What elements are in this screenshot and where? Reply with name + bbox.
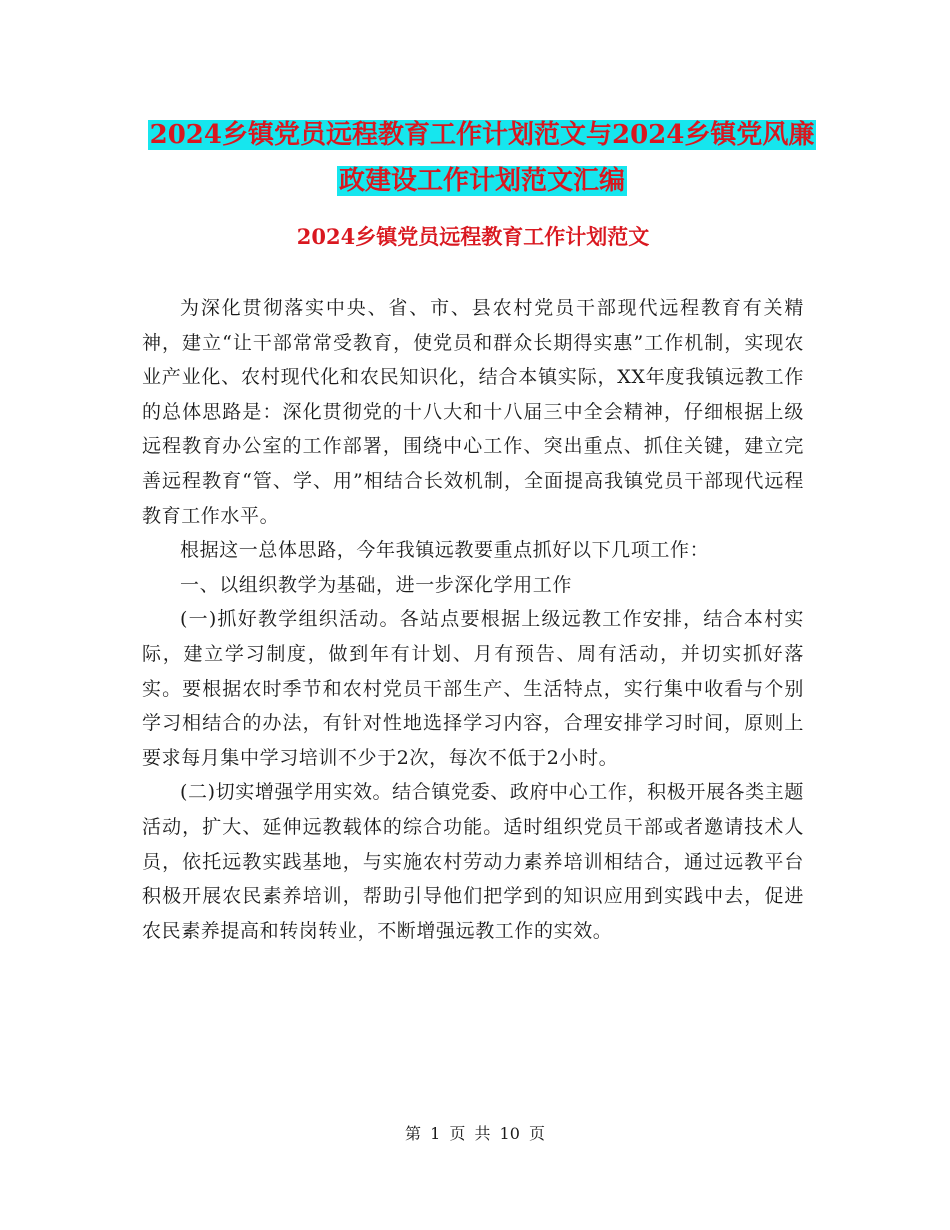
section-title: 2024乡镇党员远程教育工作计划范文 <box>296 224 650 249</box>
body-paragraph: (一)抓好教学组织活动。各站点要根据上级远教工作安排，结合本村实际，建立学习制度，做到年有计划、月有预告、周有活动，并切实抓好落实。要根据农时季节和农村党员干部生产、生活特点，实行集中收看与个别学习相结合的办法，有针对性地选择学习内容，合理安排学习时间，原则上要求每月集中学习培训不少于2次，每次不低于2小时。 <box>142 608 804 769</box>
body-paragraph: (二)切实增强学用实效。结合镇党委、政府中心工作，积极开展各类主题活动，扩大、延伸远教载体的综合功能。适时组织党员干部或者邀请技术人员，依托远教实践基地，与实施农村劳动力素养培训相结合，通过远教平台积极开展农民素养培训，帮助引导他们把学到的知识应用到实践中去，促进农民素养提高和转岗转业，不断增强远教工作的实效。 <box>142 781 804 942</box>
document-body <box>142 291 804 948</box>
body-paragraph: 根据这一总体思路，今年我镇远教要重点抓好以下几项工作： <box>180 539 710 562</box>
document-title-text: 2024乡镇党员远程教育工作计划范文与2024乡镇党风廉政建设工作计划范文汇编 <box>149 120 815 196</box>
page-footer: 第 1 页 共 10 页 <box>405 1124 545 1143</box>
body-paragraph: 一、以组织教学为基础，进一步深化学用工作 <box>180 573 573 596</box>
document-title <box>142 112 822 204</box>
body-paragraph: 为深化贯彻落实中央、省、市、县农村党员干部现代远程教育有关精神，建立“让干部常常受教育，使党员和群众长期得实惠”工作机制，实现农业产业化、农村现代化和农民知识化，结合本镇实际，XX年度我镇远教工作的总体思路是：深化贯彻党的十八大和十八届三中全会精神，仔细根据上级远程教育办公室的工作部署，围绕中心工作、突出重点、抓住关键，建立完善远程教育“管、学、用”相结合长效机制，全面提高我镇党员干部现代远程教育工作水平。 <box>142 297 804 527</box>
